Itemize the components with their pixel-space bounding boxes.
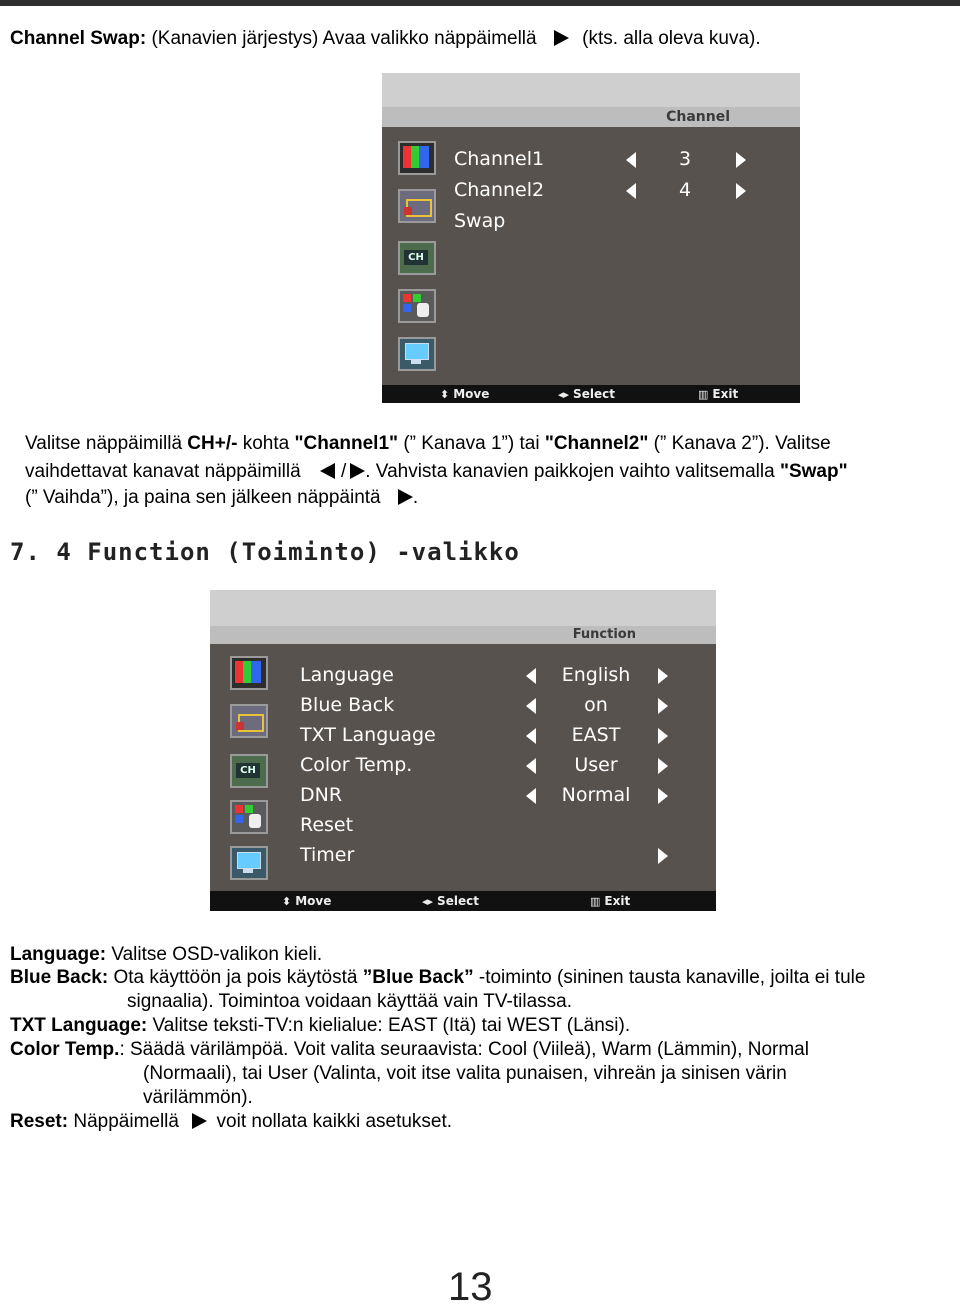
move-hint: Move <box>295 894 332 908</box>
channel-icon: CH <box>398 241 436 275</box>
select-hint: Select <box>437 894 479 908</box>
picture-icon <box>230 656 268 690</box>
intro-tail: (kts. alla oleva kuva). <box>582 28 761 49</box>
timer-right-arrow <box>658 848 668 864</box>
dnr-left-arrow <box>526 788 536 804</box>
language-right-arrow <box>658 668 668 684</box>
function-icon <box>230 800 268 834</box>
timer-label: Timer <box>300 844 355 866</box>
blue-back-label: Blue Back <box>300 694 395 716</box>
txt-language-left-arrow <box>526 728 536 744</box>
exit-hint: Exit <box>604 894 631 908</box>
exit-hint: Exit <box>712 387 739 401</box>
def-color-temp-cont1: (Normaali), tai User (Valinta, voit itse valita punaisen, vihreän ja sinisen värin <box>143 1063 787 1084</box>
audio-icon <box>230 704 268 738</box>
function-icon <box>398 289 436 323</box>
right-arrow-icon <box>554 30 569 46</box>
select-hint: Select <box>573 387 615 401</box>
blue-back-right-arrow <box>658 698 668 714</box>
para1-line1: Valitse näppäimillä CH+/- kohta "Channel1" (” Kanava 1”) tai "Channel2" (” Kanava 2”). Valitse <box>25 433 831 454</box>
up-down-icon: ⬍ <box>440 387 450 401</box>
menu-icon: ▥ <box>590 894 601 908</box>
para1-line3: (” Vaihda”), ja paina sen jälkeen näppäintä . <box>25 487 419 508</box>
def-blue-back-cont: signaalia). Toimintoa voidaan käyttää vain TV-tilassa. <box>127 991 572 1012</box>
channel-icon: CH <box>230 754 268 788</box>
dnr-right-arrow <box>658 788 668 804</box>
blue-back-left-arrow <box>526 698 536 714</box>
channel2-label: Channel2 <box>454 179 545 201</box>
intro-label: Channel Swap: <box>10 28 147 49</box>
reset-label: Reset <box>300 814 354 836</box>
channel1-value: 3 <box>678 148 692 170</box>
dnr-value: Normal <box>561 784 631 806</box>
osd-hint-bar <box>382 385 800 403</box>
channel2-right-arrow <box>736 183 746 199</box>
channel2-left-arrow <box>626 183 636 199</box>
swap-label: Swap <box>454 210 506 232</box>
def-language: Language: Valitse OSD-valikon kieli. <box>10 944 323 965</box>
channel1-label: Channel1 <box>454 148 545 170</box>
page-number: 13 <box>448 1265 493 1309</box>
move-hint: Move <box>453 387 490 401</box>
left-right-icon: ◂▸ <box>558 387 570 401</box>
color-temp-label: Color Temp. <box>300 754 413 776</box>
channel2-value: 4 <box>678 179 692 201</box>
pc-icon <box>398 337 436 371</box>
dnr-label: DNR <box>300 784 343 806</box>
def-txt-language: TXT Language: Valitse teksti-TV:n kielialue: EAST (Itä) tai WEST (Länsi). <box>10 1015 631 1036</box>
osd-hint-bar <box>210 891 716 911</box>
picture-icon <box>398 141 436 175</box>
color-temp-value: User <box>574 754 618 776</box>
intro-line <box>10 27 761 51</box>
channel1-right-arrow <box>736 152 746 168</box>
intro-text: (Kanavien järjestys) Avaa valikko näppäimellä <box>151 28 537 49</box>
menu-icon: ▥ <box>698 387 709 401</box>
language-label: Language <box>300 664 394 686</box>
pc-icon <box>230 846 268 880</box>
audio-icon <box>398 189 436 223</box>
def-reset: Reset: Näppäimellä voit nollata kaikki asetukset. <box>10 1111 453 1132</box>
function-osd-screenshot <box>210 590 716 911</box>
language-value: English <box>561 664 631 686</box>
right-arrow-icon <box>398 489 413 505</box>
language-left-arrow <box>526 668 536 684</box>
color-temp-left-arrow <box>526 758 536 774</box>
up-down-icon: ⬍ <box>282 894 292 908</box>
left-right-icon: ◂▸ <box>422 894 434 908</box>
txt-language-right-arrow <box>658 728 668 744</box>
txt-language-value: EAST <box>571 724 621 746</box>
def-color-temp: Color Temp.: Säädä värilämpöä. Voit valita seuraavista: Cool (Viileä), Warm (Lämmin), Normal <box>10 1039 809 1060</box>
channel-osd-screenshot <box>382 73 800 403</box>
osd-title: Channel <box>666 109 730 125</box>
top-rule <box>0 0 960 6</box>
para1-line2: vaihdettavat kanavat näppäimillä / . Vahvista kanavien paikkojen vaihto valitsemalla "Swap" <box>25 461 848 482</box>
osd-title: Function <box>572 627 636 642</box>
left-arrow-icon <box>320 463 335 479</box>
right-arrow-icon <box>192 1113 207 1129</box>
blue-back-value: on <box>584 694 608 716</box>
def-color-temp-cont2: värilämmön). <box>143 1087 253 1108</box>
txt-language-label: TXT Language <box>300 724 436 746</box>
channel1-left-arrow <box>626 152 636 168</box>
color-temp-right-arrow <box>658 758 668 774</box>
section-heading: 7. 4 Function (Toiminto) -valikko <box>10 538 520 566</box>
def-blue-back: Blue Back: Ota käyttöön ja pois käytöstä ”Blue Back” -toiminto (sininen tausta kanaville, joilta ei tule <box>10 967 866 988</box>
right-arrow-icon <box>350 463 365 479</box>
